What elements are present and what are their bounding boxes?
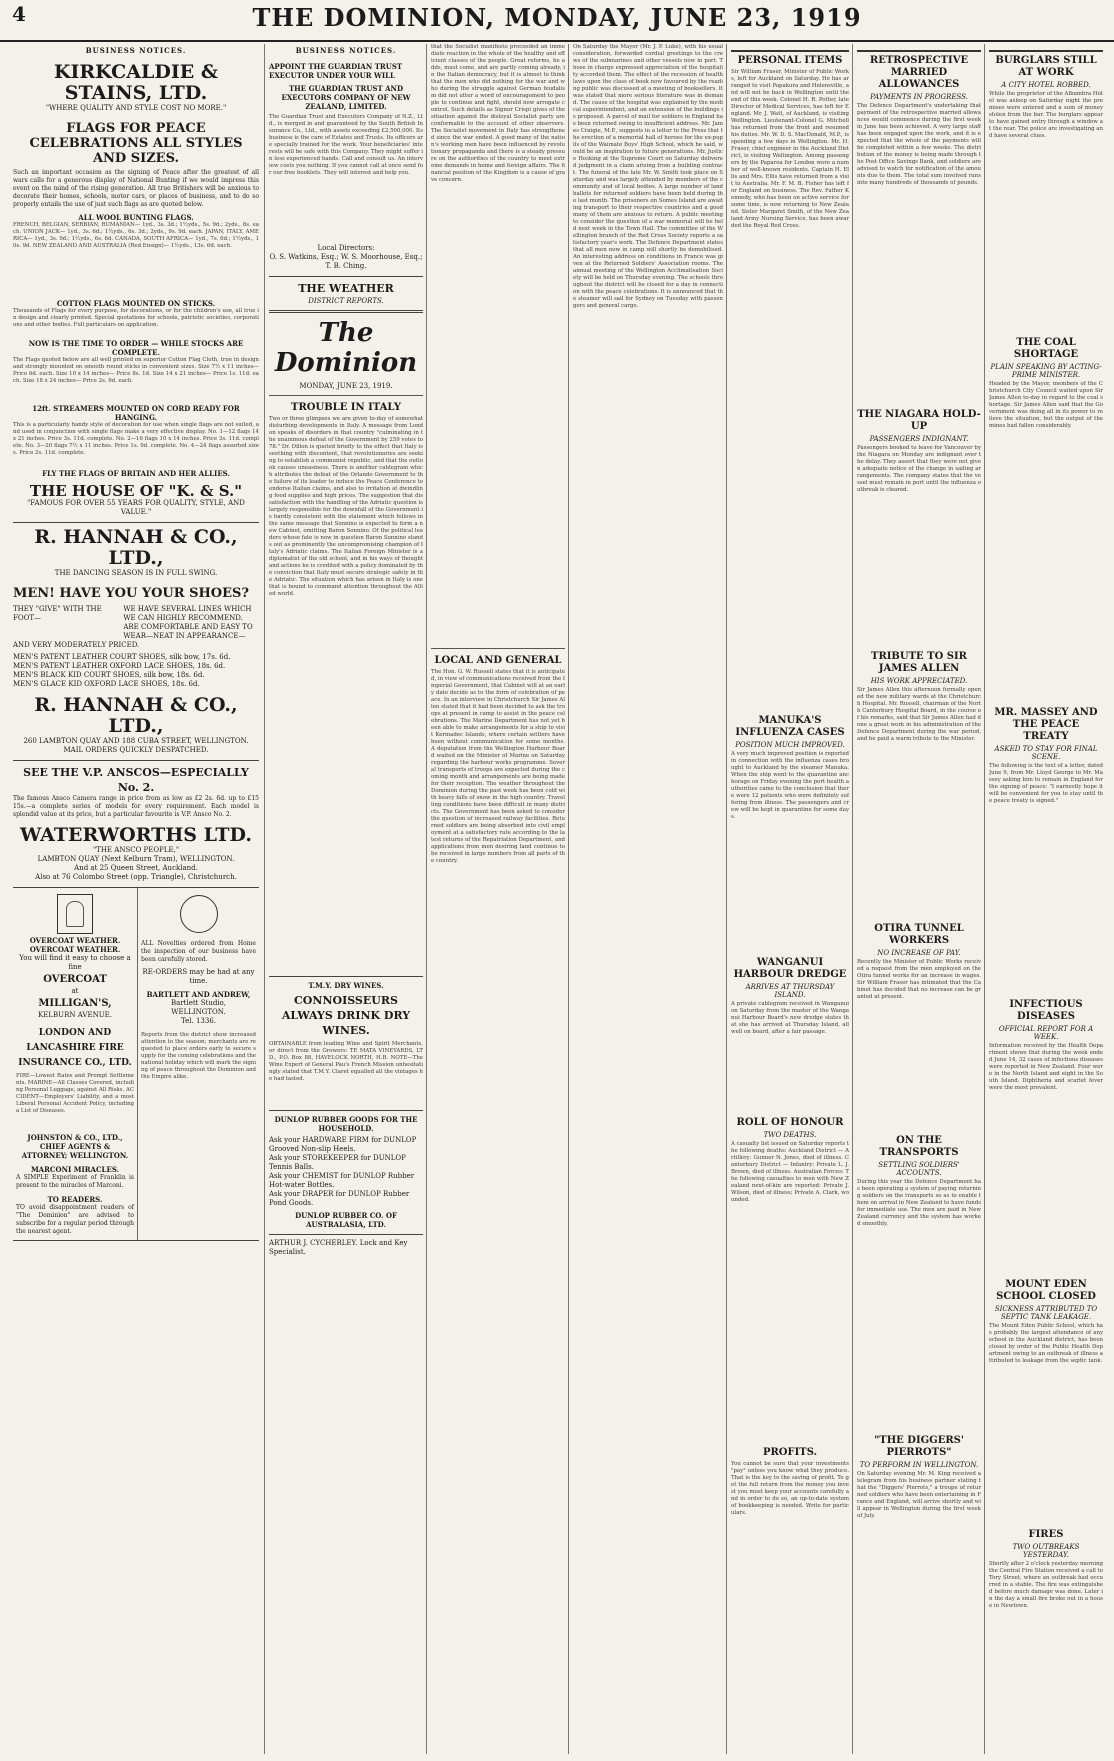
mt-eden-sub: SICKNESS ATTRIBUTED TO SEPTIC TANK LEAKAGE. [994,1305,1098,1321]
wanganui-sub: ARRIVES AT THURSDAY ISLAND. [745,983,835,999]
burglars-text: While the proprietor of the Albambra Hotel was asleep on Saturday night the premises were entered and a sum of money stolen from the bar. The burglars appear to have gained entry through a window at the rear. The police are investigating and have several clues. [989,91,1103,139]
ansco-headline: SEE THE V.P. ANSCOS—ESPECIALLY No. 2. [23,766,249,794]
fly-flags: FLY THE FLAGS OF BRITAIN AND HER ALLIES. [42,469,230,478]
otira-heading: OTIRA TUNNEL WORKERS [874,923,964,946]
column-5 [726,44,853,1754]
shoe-line-1: MEN'S PATENT LEATHER COURT SHOES, silk bow, 17s. 6d. [13,653,231,661]
tmy-body: OBTAINABLE from leading Wine and Spirit Merchants, or direct from the Growers: TE MATA VINEYARDS, LTD., P.O. Box 88, HAVELOCK NORTH, H.B. NOTE—The Wine Expert of General Pau's French Mission unhesitatingly stated that T.M.Y. Claret equalled all the vintages he had tasted. [269,1041,423,1082]
dunlop-company: DUNLOP RUBBER CO. OF AUSTRALASIA, LTD. [295,1211,397,1229]
overcoat-at: at [71,987,79,995]
section-heading-2: BUSINESS NOTICES. [295,46,397,55]
retro-allowances-heading: RETROSPECTIVE MARRIED ALLOWANCES [857,50,981,91]
tmy-heading: T.M.Y. DRY WINES. [308,981,384,990]
massey-heading: MR. MASSEY AND THE PEACE TREATY [994,707,1098,742]
manuka-influenza-heading: MANUKA'S INFLUENZA CASES [735,715,845,738]
filler-text-col1: Reports from the district show increased attention to the season; merchants are requested to place orders early to secure supply for the coming celebrations and the national holiday which will mark the signing of peace throughout the Dominion and the Empire alike. [141,1032,256,1080]
dunlop-line-3: Ask your CHEMIST for DUNLOP Rubber Hot-water Bottles. [269,1172,415,1189]
hannah-ad [13,523,259,761]
tribute-sub: HIS WORK APPRECIATED. [870,677,968,685]
hannah-name-2: R. HANNAH & CO., LTD., [34,694,238,737]
otira-sub: NO INCREASE OF PAY. [877,949,961,957]
retro-text: The Defence Department's undertaking that payment of the retrospective married allowances would commence during the first week in June has been achieved. A very large staff has been engaged upon the work, and it is expected that the whole of the payments will be completed within a few weeks. The distribution of the money is being made through the Post Office Savings Bank, and soldiers are advised to watch for notification of the amounts due to them. The total sum involved runs into many hundreds of thousands of pounds. [857,103,981,186]
column-2 [264,44,427,1754]
mail-orders: MAIL ORDERS QUICKLY DESPATCHED. [63,746,209,754]
readers-heading: TO READERS. [47,1195,103,1204]
italy-article: Two or three glimpses we are given to-day of somewhat disturbing developments in Italy. A message from London speaks of disorders in that country "culminating in the unanimous defeat of the Government by 259 votes to 78." Dr. Dillon is quoted briefly to the effect that Italy is seething with discontent, that revolutionaries are seeking to establish a communist republic, and that the outlook causes uneasiness. There is another cablegram which attributes the defeat of the Orlando Government to the failure of its leader to induce the Peace Conference to endorse Italian claims, and also to irritation at dwindling food supplies and high prices. The suggestion that dissatisfaction with the handling of the Adriatic question is largely responsible for the downfall of the Government is hardly consistent with the statement which follows in the same message that Sonnino is expected to form a new Cabinet, omitting Baron Sonnino. Of the political leaders whose fate is now in question Baron Sonnino stands out as prominently the uncompromising champion of Italy's Adriatic claims. The Italian Foreign Minister is a diplomatist of the old school, and in his ways of thought and actions he is credited with a policy dominated by the conviction that Italy must secure strategic safety in the Adriatic. The situation which has arisen in Italy is one that is bound to command attention throughout the Allied world. [269,416,423,597]
dunlop-heading: DUNLOP RUBBER GOODS FOR THE HOUSEHOLD. [274,1115,418,1133]
roll-text: A casualty list issued on Saturday reports the following deaths: Auckland District — Artillery: Gunner N. Jones, died of illness. Canterbury District — Infantry: Private L. J. Brown, died of illness. Australian Forces: The following casualties to men with New Zealand next-of-kin are reported: Private J. Wilson, died of illness; Private A. Clark, wounded. [731,1141,849,1203]
shoe-line-4: MEN'S GLACE KID OXFORD LACE SHOES, 18s. 6d. [13,680,200,688]
weather-heading: THE WEATHER [298,282,394,295]
wanganui-text: A private cablegram received in Wanganui on Saturday from the master of the Wanganui Harbour Board's new dredge states that she has arrived at Thursday Island, all well on board, after a fair passage. [731,1001,849,1035]
guardian-trust-name: THE GUARDIAN TRUST AND EXECUTORS COMPANY OF NEW ZEALAND, LIMITED. [281,84,411,111]
tmy-wines-ad [269,976,423,1111]
shoe-line-3: MEN'S BLACK KID COURT SHOES, silk bow, 18s. 6d. [13,671,205,679]
ansco-ad [13,761,259,888]
streamer-list: This is a particularly handy style of decoration for use when single flags are not suited, and used in conjunction with single flags make a very effective display. No. 1—12 flags 14 x 21 inches. Price 3s. 11d. complete. No. 2—16 flags 10 x 14 inches. Price 3s. 11d. complete. No. 3—20 flags 7½ x 11 inches. Price 1s. 9d. complete. No. 4—24 flags assorted sizes. Price 2s. 11d. complete. [13,422,259,456]
fires-text: Shortly after 2 o'clock yesterday morning the Central Fire Station received a call to Tory Street, where an outbreak had occurred in a stable. The fire was extinguished before much damage was done. Later in the day a small fire broke out in a house in Newtown. [989,1561,1103,1609]
director-names: O. S. Watkins, Esq.; W. S. Moorhouse, Esq.; T. B. Ching. [269,253,423,270]
dominion-leader-title: The Dominion [274,318,418,378]
dunlop-line-4: Ask your DRAPER for DUNLOP Rubber Pond Goods. [269,1190,410,1207]
roll-of-honour-heading: ROLL OF HONOUR [736,1117,844,1128]
london-lancashire: LONDON AND LANCASHIRE FIRE INSURANCE CO., LTD. [18,1028,132,1068]
london-agents: JOHNSTON & CO., LTD., CHIEF AGENTS & ATTORNEY; WELLINGTON. [21,1133,129,1160]
give-foot: THEY "GIVE" WITH THE FOOT— [13,605,102,622]
ansco-body: The famous Ansco Camera range in price from as low as £2 2s. 6d. up to £15 15s.—a complete series of models for every requirement. Each model is splendid value at its price, but a particular favourite is V.P. Ansco No. 2. [13,795,259,818]
massey-text: The following is the text of a letter, dated June 9, from Mr. Lloyd George to Mr. Massey asking him to remain in England for the signing of peace: "I earnestly hope it will be convenient for you to stay until the peace treaty is signed." [989,763,1103,804]
milligans-ad [13,888,138,1240]
column-4 [568,44,727,1754]
kirkcaldie-ad [13,58,259,523]
transports-sub: SETTLING SOLDIERS' ACCOUNTS. [878,1161,960,1177]
streamer-prices: The Flags quoted below are all well printed on superior Cotton Flag Cloth, true in design and strongly mounted on smooth round sticks in convenient sizes. Size 7½ x 11 inches— Price 6d. each. Size 10 x 14 inches— Price 8s. 1d. Size 14 x 21 inches— Price 1s. 11d. each. Size 18 x 24 inches— Price 2s. 9d. each. [13,357,259,384]
waterworths-sub: "THE ANSCO PEOPLE," [92,846,180,854]
overcoat-word: OVERCOAT [43,974,107,985]
bartlett-city: WELLINGTON. [171,1008,226,1016]
marconi-body: A SIMPLE Experiment of Franklin is present to the miracles of Marconi. [16,1174,134,1189]
weather-sub: DISTRICT REPORTS. [308,297,384,305]
manuka-influenza-sub: POSITION MUCH IMPROVED. [735,741,845,749]
masthead [0,0,1114,42]
column-business-notices [8,44,264,1754]
niagara-text: Passengers booked to leave for Vancouver by the Niagara on Monday are indignant over the delay. They assert that they were not given adequate notice of the change in sailing arrangements. The company states that the vessel must remain in port until the influenza outbreak is cleared. [857,445,981,493]
otira-text: Recently the Minister of Public Works received a request from the men employed on the Otira tunnel works for an increase in wages. Sir William Fraser has intimated that the Cabinet has decided that no increase can be granted at present. [857,959,981,1000]
bartlett-name: BARTLETT AND ANDREW, [146,990,251,999]
hannah-name: R. HANNAH & CO., LTD., [34,526,238,569]
overcoat-weather: OVERCOAT WEATHER. OVERCOAT WEATHER. [29,936,121,954]
payments-sub: PAYMENTS IN PROGRESS. [870,93,968,101]
fires-sub: TWO OUTBREAKS YESTERDAY. [1012,1543,1080,1559]
massey-sub: ASKED TO STAY FOR FINAL SCENE. [994,745,1098,761]
fires-heading: FIRES [1028,1529,1064,1540]
coal-text: Headed by the Mayor, members of the Christchurch City Council waited upon Sir James Allen to-day in regard to the coal shortage. Sir James Allen said that the Government was doing all in its power to relieve the situation, but the output of the mines had fallen considerably. [989,381,1103,429]
local-general-article: The Hon. G. W. Russell states that it is anticipated, in view of communications received from the Imperial Government, that Cabinet will at an early date decide as to the form of celebration of peace. In an interview in Christchurch Sir James Allen stated that it had been decided to ask the troops at present in camp to assist in the peace celebrations. The Marine Department has not yet been able to make arrangements for a ship to visit Kermadec Islands, where certain settlers have been without communication for some months. A deputation from the Wellington Harbour Board waited on the Minister of Marine on Saturday regarding the harbour works programme. Several transports of troops are expected during the coming month and arrangements are being made for their reception. The weather throughout the Dominion during the past week has been cold with heavy falls of snow in the high country. Travelling conditions have been difficult in many districts. The Government has been asked to consider the question of increased railway facilities. Returned soldiers are being absorbed into civil employment at a satisfactory rate according to the latest returns of the Repatriation Department, and applications from men desiring land continue to be received in large numbers from all parts of the country. [431,669,565,864]
mt-eden-heading: MOUNT EDEN SCHOOL CLOSED [996,1279,1096,1302]
bartlett-studio: Bartlett Studio, [171,999,226,1007]
dancing-season: THE DANCING SEASON IS IN FULL SWING. [54,569,218,577]
waterworths-address-3: Also at 76 Colombo Street (opp. Triangle), Christchurch. [35,873,237,881]
trouble-in-italy: TROUBLE IN ITALY [291,402,401,413]
tribute-allen-heading: TRIBUTE TO SIR JAMES ALLEN [871,651,967,674]
marconi-heading: MARCONI MIRACLES. [30,1165,120,1174]
kirkcaldie-slogan: "WHERE QUALITY AND STYLE COST NO MORE." [45,104,227,112]
streamers-heading: 12ft. STREAMERS MOUNTED ON CORD READY FOR HANGING. [32,404,240,422]
men-shoes-headline: MEN! HAVE YOU YOUR SHOES? [13,586,250,601]
personal-items-heading: PERSONAL ITEMS [731,50,849,67]
coal-sub: PLAIN SPEAKING BY ACTING-PRIME MINISTER. [990,363,1102,379]
profits-heading: PROFITS. [762,1447,818,1458]
several-lines: WE HAVE SEVERAL LINES WHICH WE CAN HIGHLY RECOMMEND. ARE COMFORTABLE AND EASY TO WEAR—NEAT IN APPEARANCE— [123,605,253,640]
kirkcaldie-name: KIRKCALDIE & STAINS, LTD. [53,61,219,104]
infectious-text: Information received by the Health Department shows that during the week ended June 14, 32 cases of infectious diseases were reported in New Zealand. Four were in the North Island and eight in the South Island. Diphtheria and scarlet fever were the most prevalent. [989,1043,1103,1091]
burglars-sub: A CITY HOTEL ROBBED. [1001,81,1091,89]
bartlett-tel: Tel. 1336. [181,1017,216,1025]
dunlop-line-2: Ask your STOREKEEPER for DUNLOP Tennis Balls. [269,1154,406,1171]
flags-body: Such an important occasion as the signing of Peace after the greatest of all wars calls for a generous display of National Bunting if we would impress this event on the mind of the rising generation. All true Britishers will be anxious to decorate their homes, schools, motor cars, or places of business, and to do so properly entails the use of just such flags as are quoted below. [13,169,259,208]
readers-body: TO avoid disappointment readers of "The Dominion" are advised to subscribe for a regular period through the nearest agent. [16,1204,134,1235]
local-general-continued: On Saturday the Mayor (Mr. J. P. Luke), with his usual consideration, forwarded cordial greetings to the crews of the submarines and other vessels now in port. Those in charge expressed appreciation of the hospitality accorded them. The effect of the recession of health laws upon the class of book now favoured by the reading public was discussed at a meeting of booksellers. It was stated that more serious literature was in demand. The cause of the hospital was explained by the medical superintendent, and an extension of the buildings is proposed. A parcel of mail for soldiers in England has been returned owing to insufficient address. Mr. James Craigie, M.P., suggests in a letter to the Press that the erection of a memorial hall of heroes for the ex-pupils of the Waimate Boys' High School, which he said, would be an inspiration to future generations. Mr. Justice Hosking at the Supreme Court on Saturday delivered judgment in a claim arising from a building contract. The funeral of the late Mr. W. Smith took place on Saturday and was largely attended by members of the community and of local bodies. A large number of land ballots for returned soldiers have been held during the last month. The prisoners on Somes Island are awaiting transport to their respective countries and a good many of them are anxious to return. A public meeting to consider the question of a war memorial will be held next week in the Town Hall. The committee of the Wellington branch of the Red Cross Society reports a satisfactory year's work. The Defence Department states that all men now in camp will shortly be demobilised. An interesting address on conditions in France was given at the Returned Soldiers' Association rooms. The annual meeting of the Wellington Acclimatisation Society will be held on Thursday evening. The schools throughout the district will be closed for a day in connection with the peace celebrations. It is announced that the steamer will sail for Sydney on Tuesday with passengers and general cargo. [573,44,723,309]
house-of-ks: THE HOUSE OF "K. & S." [29,482,243,500]
guardian-trust-ad [269,58,423,277]
wanganui-dredge-heading: WANGANUI HARBOUR DREDGE [733,957,847,980]
waterworths-address: LAMBTON QUAY (Next Kelburn Tram), WELLINGTON. [37,855,235,863]
burglars-heading: BURGLARS STILL AT WORK [989,50,1103,79]
diggers-pierrots-heading: "THE DIGGERS' PIERROTS" [874,1435,964,1458]
leader-date: MONDAY, JUNE 23, 1919. [299,382,393,390]
tribute-text: Sir James Allen this afternoon formally opened the new military wards at the Christchurch Hospital. Mr. Russell, chairman of the North Canterbury Hospital Board, in the course of his remarks, said that Sir James Allen had done a great work in his administration of the Defence Department during the war period, and he paid a warm tribute to the Minister. [857,687,981,742]
house-of-ks-sub: "FAMOUS FOR OVER 55 YEARS FOR QUALITY, STYLE, AND VALUE." [27,499,245,516]
milligans-address: KELBURN AVENUE. [38,1011,112,1019]
waterworths-name: WATERWORTHS LTD. [20,824,252,846]
diggers-text: On Saturday evening Mr. M. King received a telegram from his business partner stating that the "Diggers' Pierrots," a troupe of returned soldiers who have been entertaining in France and England, will arrive shortly and will appear in Wellington during the first week of July. [857,1471,981,1519]
wool-price-list: FRENCH, BELGIAN, SERBIAN, RUMANIAN— 1yd., 3s. 3d.; 1½yds., 5s. 9d.; 2yds., 8s. each. UNION JACK— 1yd., 3s. 6d.; 1½yds., 6s. 3d.; 2yds., 9s. 9d. each. JAPAN, ITALY, AMERICA— 1yd., 3s. 9d.; 1½yds., 6s. 6d. CANADA, SOUTH AFRICA— 1yd., 7s. 6d.; 1½yds., 10s. 9d. NEW ZEALAND AND AUSTRALIA (Red Ensign)— 1½yds., 13s. 6d. each. [13,222,259,249]
column-3 [426,44,569,1754]
hannah-address: 260 LAMBTON QUAY AND 188 CUBA STREET, WELLINGTON. [23,737,249,745]
manuka-text: A very much improved position is reported in connection with the influenza cases brought to Auckland by the steamer Manuka. When the ship went to the quarantine anchorage on Friday evening the port health authorities came to the conclusion that there were 12 patients who were definitely suffering from illness. The passengers and crew will be kept in quarantine for some days. [731,751,849,820]
dunlop-ad [269,1111,423,1235]
shoe-line-2: MEN'S PATENT LEATHER OXFORD LACE SHOES, 18s. 6d. [13,662,226,670]
cotton-text: Thousands of Flags for every purpose, for decorations, or for the children's use, all true in design and clearly printed. Special quotations for schools, patriotic societies, corporations and other bodies. Full particulars on application. [13,308,259,328]
flags-headline: FLAGS FOR PEACE CELEBRATIONS ALL STYLES AND SIZES. [29,121,243,166]
bartlett-text: ALL Novelties ordered from Home the inspection of our business have been carefully stored. [141,940,256,963]
waterworths-address-2: And at 25 Queen Street, Auckland. [74,864,198,872]
bartlett-ad [138,888,259,1240]
cotton-heading: COTTON FLAGS MOUNTED ON STICKS. [56,299,216,308]
dunlop-line-1: Ask your HARDWARE FIRM for DUNLOP Grooved Non-slip Heels. [269,1136,417,1153]
connoisseurs: CONNOISSEURS ALWAYS DRINK DRY WINES. [281,994,411,1037]
section-heading: BUSINESS NOTICES. [85,46,187,55]
transports-text: During this year the Defence Department has been operating a system of paying returning soldiers on the transports so as to enable them on arrival in New Zealand to have funds for immediate use. The men are paid in New Zealand currency and the system has worked smoothly. [857,1179,981,1227]
profits-text: You cannot be sure that your investments "pay" unless you know what they produce. That is the key to the saving of profit. To get the full return from the money you invest you must keep your accounts carefully and in order to do so, an up-to-date system of bookkeeping is needed. Write for particulars. [731,1461,849,1516]
infectious-sub: OFFICIAL REPORT FOR A WEEK. [998,1025,1094,1041]
mt-eden-text: The Mount Eden Public School, which has probably the largest attendance of any school in the Auckland district, has been closed by order of the Public Health Department owing to an outbreak of illness attributed to leakage from the septic tank. [989,1323,1103,1364]
italy-article-continued: that the Socialist manifesto proceeded an immediate reaction in the whole of the healthy and efficient classes of the people. Great reforms, he adds, must come, and are partly coming already, in the Italian democracy, but it is almost to think that the men who did nothing for the war and who during the struggle against German feudalism did not utter a word of encouragement to people to continue and fight, should now arrogate control. Such details as Signor Crispi gives of the situation against the disloyal Socialist party are conformable to the account of other observers. The Socialist movement in Italy has strengthened since the war ended. A good many of the nation's working men have been influenced by revolutionary propaganda and there is a steady pressure on the authorities of the country to meet extreme demands in home and foreign affairs. The financial position of the Kingdom is a cause of grave concern. [431,44,565,183]
london-body: FIRE—Lowest Rates and Prompt Settlements. MARINE—All Classes Covered, including Personal Luggage, against All Risks. ACCIDENT—Employers' Liability, and a most Liberal Personal Accident Policy, including a List of Diseases. [16,1073,134,1114]
niagara-heading: THE NIAGARA HOLD-UP [857,409,981,432]
diggers-sub: TO PERFORM IN WELLINGTON. [859,1461,979,1469]
appoint-text: APPOINT THE GUARDIAN TRUST EXECUTOR UNDER YOUR WILL [269,62,403,80]
niagara-sub: PASSENGERS INDIGNANT. [869,435,969,443]
page-number: 4 [12,2,26,26]
guardian-trust-body: The Guardian Trust and Executors Company of N.Z., Ltd., is merged in and guaranteed by the South British Insurance Co., Ltd., with assets exceeding £2,500,000. Its business is the care of Estates and Trusts. Its officers are specially trained for the work. Your beneficiaries' interests will be safe with this Company. They might suffer in less experienced hands. Call and consult us. An interview costs you nothing. If you cannot call at once send for our free booklets. They will interest and help you. [269,114,423,176]
cycherley-ad: ARTHUR J. CYCHERLEY. Lock and Key Specialist. [269,1239,408,1256]
page-columns [8,44,1106,1754]
coal-shortage-heading: THE COAL SHORTAGE [1013,337,1079,360]
infectious-heading: INFECTIOUS DISEASES [1009,999,1083,1022]
newspaper-title: THE DOMINION, MONDAY, JUNE 23, 1919 [252,3,862,32]
column-6 [852,44,985,1754]
local-and-general: LOCAL AND GENERAL [434,655,562,666]
local-directors: Local Directors: [317,244,375,252]
overcoat-icon [57,894,93,934]
wool-heading: ALL WOOL BUNTING FLAGS. [78,213,194,222]
overcoat-text: You will find it easy to choose a fine [19,954,131,971]
personal-items-text: Sir William Fraser, Minister of Public Works, left for Auckland on Saturday. He has arranged to visit Papakura and Helensville, and will not be back in Wellington until the end of this week. Colonel H. R. Potter, late Director of Medical Services, has left for England. Mr. J. Watt, of Auckland, is visiting Wellington. Lieutenant-Colonel G. Mitchell has returned from the front and resumed his duties. Mr. W. D. S. MacDonald, M.P., is spending a few days in Wellington. Mr. H. Fraser, chief engineer in the Auckland District, is visiting Wellington. Among passengers by the Paparoa for London were a number of well-known residents. Captain H. Ellis and Mrs. Ellis have returned from a visit to Australia. Mr. F. M. B. Fisher has left for England on business. The Rev. Father Kennedy, who has been on active service for some time, is now returning to New Zealand. Sister Margaret Smith, of the New Zealand Army Nursing Service, has been awarded the Royal Red Cross. [731,69,849,229]
two-deaths: TWO DEATHS. [763,1131,817,1139]
column-7 [984,44,1107,1754]
moderately-priced: AND VERY MODERATELY PRICED. [13,641,140,649]
order-notice: NOW IS THE TIME TO ORDER — WHILE STOCKS ARE COMPLETE. [28,339,244,357]
crest-icon [180,895,218,933]
milligans-name: MILLIGAN'S, [38,998,112,1009]
reorders: RE-ORDERS may be had at any time. [142,968,255,985]
transports-heading: ON THE TRANSPORTS [879,1135,959,1158]
